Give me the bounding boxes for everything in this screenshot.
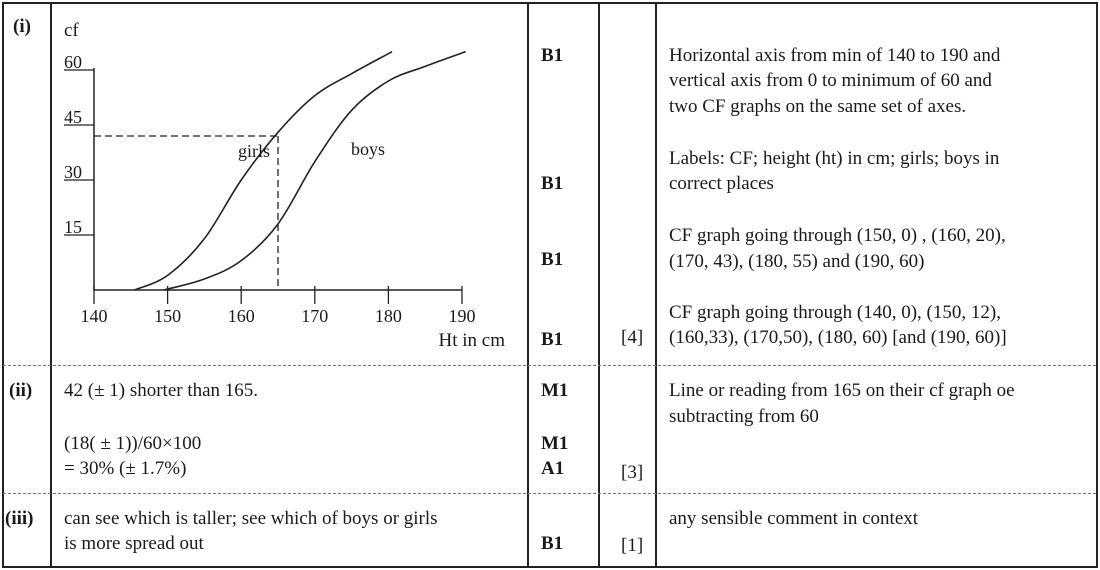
x-axis-label: Ht in cm xyxy=(438,330,505,351)
guidance-i-2-line-2: correct places xyxy=(669,173,774,194)
mark-iii-1: B1 xyxy=(541,533,564,554)
part-label-i: (i) xyxy=(13,16,31,37)
guidance-i-2-line-1: Labels: CF; height (ht) in cm; girls; boys in xyxy=(669,148,1000,169)
total-iii: [1] xyxy=(621,535,644,556)
cumulative-frequency-graph xyxy=(0,0,527,365)
x-tick-label-180: 180 xyxy=(374,306,402,326)
answer-iii-line-1: can see which is taller; see which of boys or girls xyxy=(64,508,438,529)
mark-i-2: B1 xyxy=(541,173,564,194)
total-ii: [3] xyxy=(621,462,644,483)
table-right-border xyxy=(1096,2,1098,567)
guidance-i-1-line-1: Horizontal axis from min of 140 to 190 and xyxy=(669,45,1001,66)
series-label-girls: girls xyxy=(238,141,271,161)
table-bottom-border xyxy=(2,566,1098,568)
guidance-i-4-line-2: (160,33), (170,50), (180, 60) [and (190, 60)] xyxy=(669,327,1007,348)
x-tick-label-160: 160 xyxy=(227,306,255,326)
guidance-i-4-line-1: CF graph going through (140, 0), (150, 12), xyxy=(669,302,1001,323)
answer-ii-line-1: 42 (± 1) shorter than 165. xyxy=(64,380,259,401)
mark-i-1: B1 xyxy=(541,45,564,66)
y-tick-label-45: 45 xyxy=(64,107,82,127)
cf-curve-girls xyxy=(134,52,392,290)
y-tick-label-30: 30 xyxy=(64,162,82,182)
guidance-ii-line-2: subtracting from 60 xyxy=(669,406,819,427)
answer-ii-line-2: (18( ± 1))/60×100 xyxy=(64,433,202,454)
y-ticks xyxy=(64,52,94,237)
answer-ii-line-3: = 30% (± 1.7%) xyxy=(64,458,187,479)
y-tick-label-60: 60 xyxy=(64,52,82,72)
answer-iii-line-2: is more spread out xyxy=(64,533,204,554)
row-divider-1 xyxy=(3,365,1096,366)
x-tick-label-150: 150 xyxy=(154,306,182,326)
guidance-i-3-line-2: (170, 43), (180, 55) and (190, 60) xyxy=(669,251,925,272)
mark-i-4: B1 xyxy=(541,329,564,350)
part-label-ii: (ii) xyxy=(9,380,33,401)
mark-ii-3: A1 xyxy=(541,458,565,479)
y-tick-label-15: 15 xyxy=(64,217,82,237)
mark-ii-1: M1 xyxy=(541,380,569,401)
mark-i-3: B1 xyxy=(541,249,564,270)
x-ticks xyxy=(81,286,476,326)
column-divider-total xyxy=(655,2,657,567)
guidance-i-3-line-1: CF graph going through (150, 0) , (160, 20), xyxy=(669,225,1006,246)
part-label-iii: (iii) xyxy=(5,508,34,529)
guidance-i-1-line-2: vertical axis from 0 to minimum of 60 and xyxy=(669,70,992,91)
guidance-iii-line-1: any sensible comment in context xyxy=(669,508,919,529)
x-tick-label-170: 170 xyxy=(301,306,329,326)
total-i: [4] xyxy=(621,327,644,348)
x-tick-label-140: 140 xyxy=(80,306,108,326)
curves xyxy=(134,52,465,290)
y-axis-label: cf xyxy=(64,20,79,41)
row-divider-2 xyxy=(3,493,1096,494)
column-divider-marks xyxy=(598,2,600,567)
guidance-ii-line-1: Line or reading from 165 on their cf graph oe xyxy=(669,380,1015,401)
cf-curve-boys xyxy=(164,52,466,290)
column-divider-answer xyxy=(527,2,529,567)
x-tick-label-190: 190 xyxy=(448,306,476,326)
series-label-boys: boys xyxy=(351,139,386,159)
mark-ii-2: M1 xyxy=(541,433,569,454)
guidance-i-1-line-3: two CF graphs on the same set of axes. xyxy=(669,96,967,117)
